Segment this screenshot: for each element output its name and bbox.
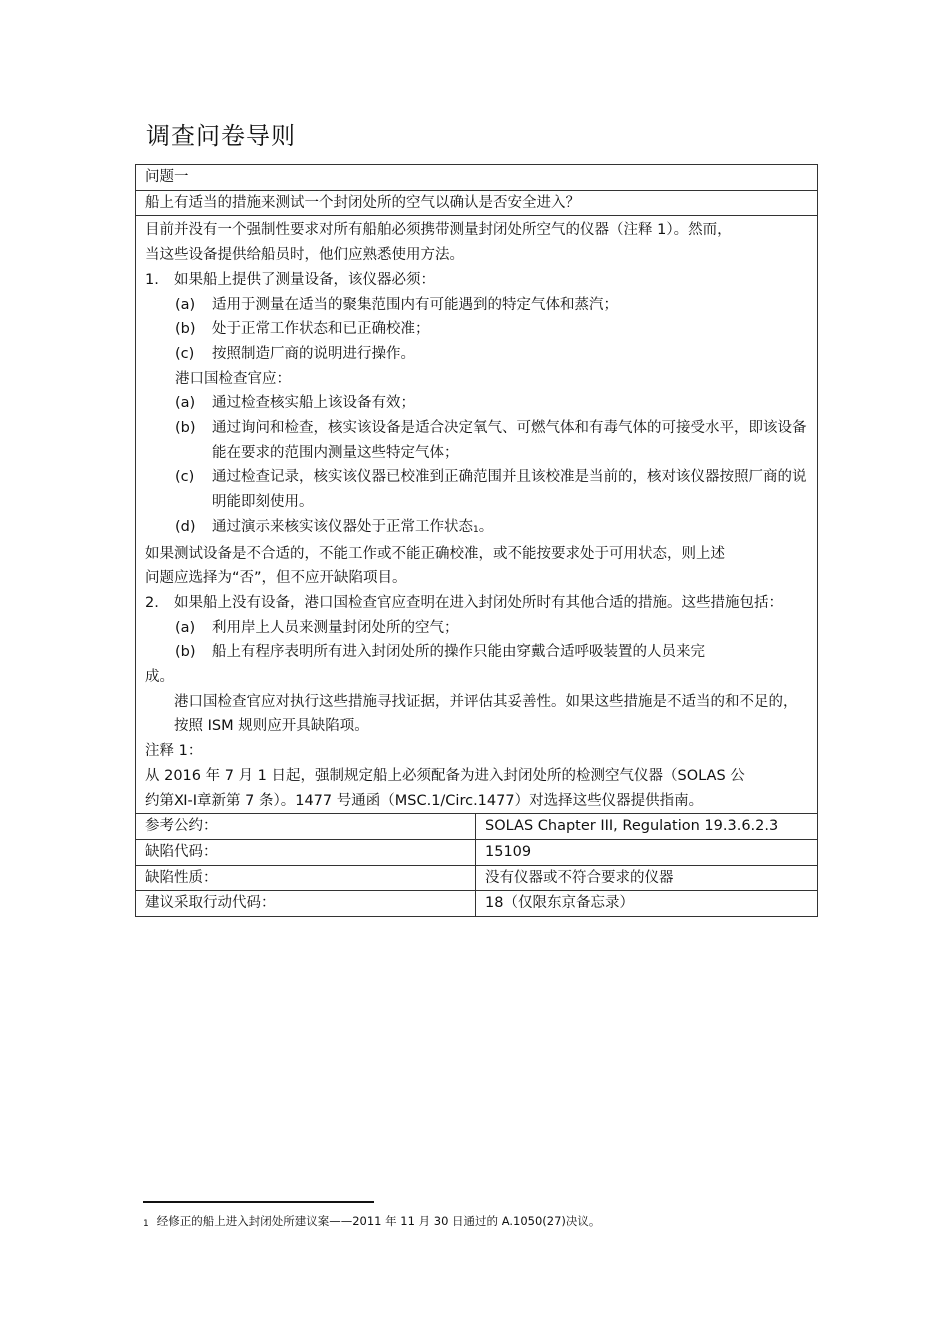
question-label: 问题一 [136,165,818,191]
sub-item-text: 适用于测量在适当的聚集范围内有可能遇到的特定气体和蒸汽； [212,296,618,313]
list-item-1 [145,268,808,293]
annotation-line-2: 约第Ⅺ-Ⅰ章新第 7 条）。1477 号通函（MSC.1/Circ.1477）对选择这些仪器提供指南。 [145,792,704,809]
info-value: SOLAS Chapter III, Regulation 19.3.6.2.3 [476,814,818,840]
list-item-2a [145,616,808,641]
list-item-1-number: 1. [145,271,159,288]
sub-item-label: (b) [175,420,196,437]
list-item-2 [145,591,808,616]
pscp-item-d [145,515,808,542]
sub-item-label: (b) [175,321,196,338]
list-item-1-text: 如果船上提供了测量设备，该仪器必须： [174,271,435,288]
sub-item-text-wrapper [212,515,808,542]
info-value: 15109 [476,839,818,865]
annotation-label: 注释 1： [145,743,203,760]
sub-item-text: 处于正常工作状态和已正确校准； [212,321,430,338]
pscp-item-b [145,416,808,465]
info-row-convention [136,814,818,840]
list-item-2b [145,640,808,665]
note-line-1: 如果测试设备是不合适的，不能工作或不能正确校准，或不能按要求处于可用状态，则上述 [145,545,725,562]
info-row-deficiency-code [136,839,818,865]
info-label: 缺陷性质： [136,865,476,891]
info-label: 建议采取行动代码： [136,891,476,917]
guidance-body-row [136,216,818,814]
intro-line-2: 当这些设备提供给船员时，他们应熟悉使用方法。 [145,247,464,264]
page-title: 调查问卷导则 [146,122,296,150]
questionnaire-table [135,164,818,917]
item2-pscp-row [145,690,808,739]
footnote-separator [143,1201,374,1203]
sub-item-label: (a) [175,395,196,412]
intro-line-1: 目前并没有一个强制性要求对所有船舶必须携带测量封闭处所空气的仪器（注释 1）。然而， [145,222,732,239]
sub-item-label: (a) [175,619,196,636]
note-line-2: 问题应选择为“否”，但不应开缺陷项目。 [145,570,407,587]
sub-item-label: (a) [175,296,196,313]
pscp-item-c [145,465,808,514]
sub-item-text: 利用岸上人员来测量封闭处所的空气； [212,619,459,636]
sub-item-text: 船上有程序表明所有进入封闭处所的操作只能由穿戴合适呼吸装置的人员来完 [212,644,705,661]
list-item-1b [145,317,808,342]
list-item-1a [145,293,808,318]
sub-item-text: 按照制造厂商的说明进行操作。 [212,345,415,362]
sub-item-label: (c) [175,469,195,486]
info-row-deficiency-nature [136,865,818,891]
sub-item-text: 通过询问和检查，核实该设备是适合决定氧气、可燃气体和有毒气体的可接受水平，即该设备能在要求的范围内测量这些特定气体； [212,420,807,461]
list-item-2b-continuation: 成。 [145,669,174,686]
footnote-mark: 1 [143,1219,149,1229]
sub-item-text: 通过演示来核实该仪器处于正常工作状态 [212,518,473,535]
item2-pscp-text: 港口国检查官应对执行这些措施寻找证据，并评估其妥善性。如果这些措施是不适当的和不足的，按照 ISM 规则应开具缺陷项。 [174,693,798,735]
guidance-body [136,216,818,814]
list-item-2-number: 2. [145,594,159,611]
pscp-item-a [145,391,808,416]
info-label: 参考公约： [136,814,476,840]
info-label: 缺陷代码： [136,839,476,865]
sub-item-text: 通过检查核实船上该设备有效； [212,395,415,412]
footnote [143,1213,600,1229]
info-value: 没有仪器或不符合要求的仪器 [476,865,818,891]
sub-item-label: (c) [175,345,195,362]
pscp-should-heading: 港口国检查官应： [175,370,291,387]
question-text-row [136,190,818,216]
list-item-2-text: 如果船上没有设备，港口国检查官应查明在进入封闭处所时有其他合适的措施。这些措施包括： [174,594,783,611]
footnote-reference: 1 [473,524,479,535]
annotation-line-1: 从 2016 年 7 月 1 日起，强制规定船上必须配备为进入封闭处所的检测空气仪器（SOLAS 公 [145,767,745,784]
list-item-1c [145,342,808,367]
footnote-text: 经修正的船上进入封闭处所建议案——2011 年 11 月 30 日通过的 A.1050(27)决议。 [156,1214,601,1228]
question-label-row [136,165,818,191]
info-value: 18（仅限东京备忘录） [476,891,818,917]
sub-item-label: (d) [175,518,196,535]
info-row-action-code [136,891,818,917]
sub-item-text: 通过检查记录，核实该仪器已校准到正确范围并且该校准是当前的，核对该仪器按照厂商的说明能即刻使用。 [212,469,807,511]
sub-item-tail: 。 [478,518,494,535]
sub-item-label: (b) [175,644,196,661]
question-text: 船上有适当的措施来测试一个封闭处所的空气以确认是否安全进入？ [136,190,818,216]
